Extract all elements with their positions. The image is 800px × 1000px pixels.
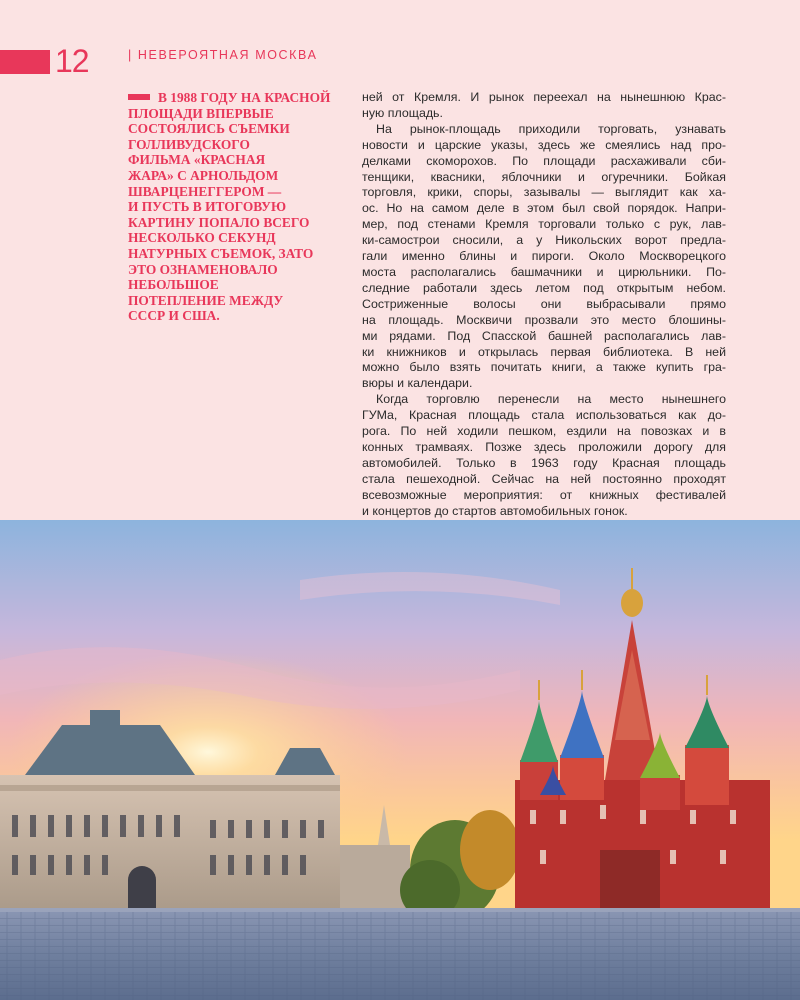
body-line: Состриженные волосы они выбрасывали прямо [362, 296, 726, 311]
body-line: ос. Но на самом деле в этом был свой порядок. Напри- [362, 201, 726, 216]
sidebar-line: В 1988 ГОДУ НА КРАСНОЙ [128, 90, 346, 106]
sidebar-line: КАРТИНУ ПОПАЛО ВСЕГО [128, 214, 310, 230]
sidebar-line: ПОТЕПЛЕНИЕ МЕЖДУ [128, 292, 284, 308]
body-line: автомобилей. Только в 1963 году Красная площадь [362, 455, 726, 470]
body-line: конных трамваях. Позже здесь проложили дорогу для [362, 439, 726, 454]
body-line: и концертов до стартов автомобильных гонок. [362, 503, 628, 518]
sidebar-quote [128, 90, 346, 324]
body-line: гали именно блины и пироги. Около Москворецкого [362, 249, 726, 264]
sidebar-line: НЕБОЛЬШОЕ [128, 277, 219, 293]
body-line: ми рядами. Под Спасской башней располагались лав- [362, 328, 726, 343]
body-line: рога. По ней ходили пешком, ездили на повозках и в [362, 424, 726, 439]
sidebar-line: СССР И США. [128, 308, 220, 324]
quote-dash-decoration [128, 94, 150, 100]
body-line: ки-самострои сносили, а у Никольских ворот предла- [362, 233, 726, 248]
body-line: На рынок-площадь приходили торговать, узнавать [376, 121, 726, 136]
red-square-photo [0, 520, 800, 1000]
page-number-bar [0, 50, 50, 74]
body-line: моста располагались башмачники и цирюльники. По- [362, 264, 726, 279]
body-line: вюры и календари. [362, 376, 473, 391]
body-line: торговля, крики, споры, зазывалы — выглядит как ха- [362, 185, 726, 200]
sidebar-line: ГОЛЛИВУДСКОГО [128, 136, 250, 152]
section-title: | НЕВЕРОЯТНАЯ МОСКВА [128, 48, 318, 62]
sidebar-line: НЕСКОЛЬКО СЕКУНД [128, 230, 276, 246]
sidebar-line: СОСТОЯЛИСЬ СЪЕМКИ [128, 121, 290, 137]
body-line: всевозможные мероприятия: от книжных фестивалей [362, 487, 726, 502]
body-line: следние работали здесь летом под открытым небом. [362, 280, 726, 295]
body-line: ГУМа, Красная площадь стала использоваться как до- [362, 408, 726, 423]
body-line: делками скоморохов. По площади расхаживали сби- [362, 153, 726, 168]
body-line: стала пешеходной. Сейчас на ней постоянно проходят [362, 471, 726, 486]
sidebar-line: ПЛОЩАДИ ВПЕРВЫЕ [128, 105, 274, 121]
sidebar-line: ШВАРЦЕНЕГГЕРОМ — [128, 183, 282, 199]
sidebar-line: НАТУРНЫХ СЪЕМОК, ЗАТО [128, 245, 314, 261]
body-line: можно было взять почитать книги, а также купить гра- [362, 360, 726, 375]
sidebar-line: ЖАРА» С АРНОЛЬДОМ [128, 167, 279, 183]
sidebar-line: И ПУСТЬ В ИТОГОВУЮ [128, 199, 287, 215]
body-line: ки книжников и открылась первая библиотека. В ней [362, 344, 726, 359]
body-line: новости и царские указы, здесь же смеялись над про- [362, 137, 726, 152]
body-line: Когда торговлю перенесли на место нынешнего [376, 392, 726, 407]
body-line: ную площадь. [362, 105, 443, 120]
article-body [362, 90, 726, 519]
body-line: мер, под стенами Кремля торговали только с рук, лав- [362, 217, 726, 232]
body-line: тенщики, квасники, яблочники и огуречники. Бойкая [362, 169, 726, 184]
body-line: на площадь. Москвичи прозвали это место блошины- [362, 312, 726, 327]
sidebar-line: ЭТО ОЗНАМЕНОВАЛО [128, 261, 278, 277]
page-number: 12 [55, 43, 89, 79]
sidebar-line: ФИЛЬМА «КРАСНАЯ [128, 152, 266, 168]
body-line: ней от Кремля. И рынок переехал на нынешнюю Крас- [362, 90, 726, 104]
